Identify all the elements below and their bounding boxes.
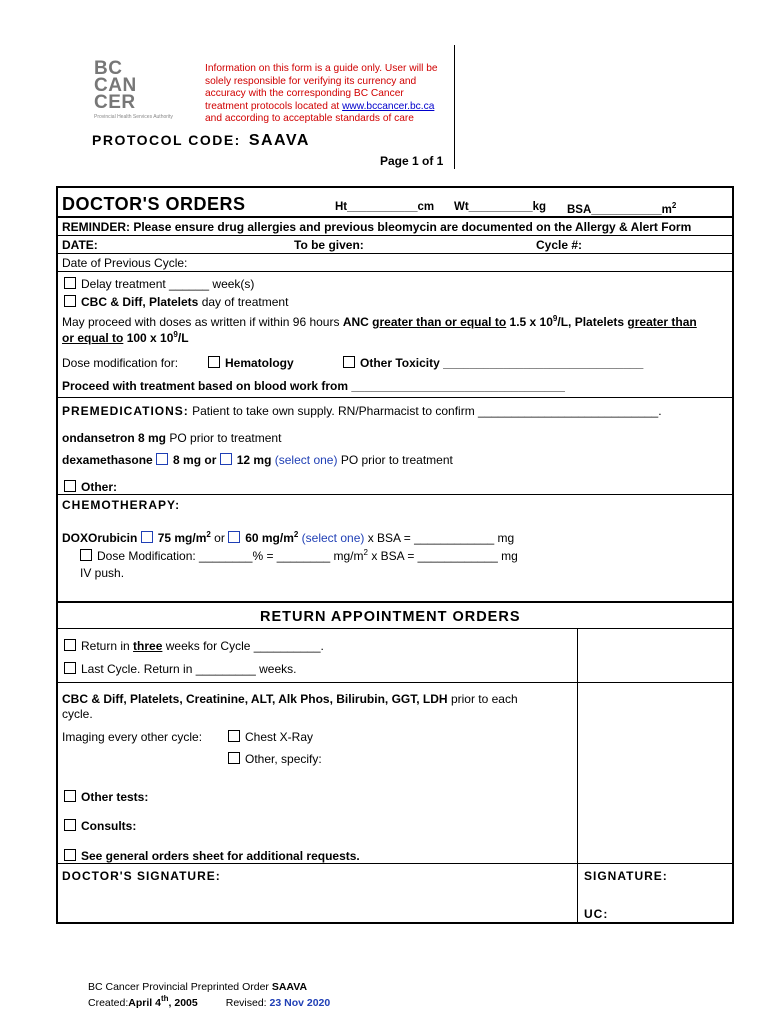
hematology-label: Hematology <box>225 356 294 370</box>
dose-75-label: 75 mg/m <box>157 531 207 545</box>
bccancer-link[interactable]: www.bccancer.bc.ca <box>342 100 435 112</box>
lab-tests-timing: prior to each <box>450 692 518 706</box>
imaging-other-option[interactable] <box>228 752 322 766</box>
protocol-code-value: SAAVA <box>248 132 310 149</box>
other-toxicity-option[interactable] <box>343 356 643 370</box>
logo-line-1: BC <box>94 58 123 79</box>
proceed-criteria-line-2 <box>62 330 189 345</box>
cbc-suffix: day of treatment <box>201 295 289 309</box>
exponent: 9 <box>173 330 178 339</box>
protocol-code-label: PROTOCOL CODE: <box>92 132 241 148</box>
exponent: 9 <box>552 314 558 323</box>
divider <box>56 253 734 254</box>
proceed-text: May proceed with doses as written if within 96 hours <box>62 315 340 329</box>
dex-8mg-label: 8 mg or <box>173 453 217 467</box>
dexamethasone-line <box>62 453 453 467</box>
bsa-unit-sup: 2 <box>671 201 677 210</box>
platelet-threshold: 100 x 10 <box>126 331 174 345</box>
dexamethasone-label: dexamethasone <box>62 453 153 467</box>
gt-label: greater than <box>627 315 697 329</box>
footer-line-2 <box>88 994 330 1009</box>
last-cycle-option[interactable] <box>64 662 296 676</box>
premed-other-option[interactable] <box>64 480 117 494</box>
divider <box>56 271 734 272</box>
logo-tagline: Provincial Health Services Authority <box>94 114 173 120</box>
dex-8mg-checkbox[interactable] <box>156 453 168 465</box>
proceed-bloodwork-field[interactable]: Proceed with treatment based on blood work from ________________________________ <box>62 379 565 393</box>
dose-60-label: 60 mg/m <box>245 531 294 545</box>
dexamethasone-route: PO prior to treatment <box>340 453 453 467</box>
premed-other-label: Other: <box>81 480 117 494</box>
ondansetron-dose: ondansetron 8 mg <box>62 431 167 445</box>
created-date-sup: th <box>160 994 169 1003</box>
logo-line-2: CAN <box>94 75 137 96</box>
gte-label: greater than or equal to <box>372 315 507 329</box>
premed-other-checkbox[interactable] <box>64 480 76 492</box>
or-label: or <box>214 531 225 545</box>
or-equal-label: or equal to <box>62 331 124 345</box>
last-cycle-checkbox[interactable] <box>64 662 76 674</box>
signature-label[interactable]: SIGNATURE: <box>584 869 668 883</box>
general-orders-checkbox[interactable] <box>64 849 76 861</box>
consults-checkbox[interactable] <box>64 819 76 831</box>
previous-cycle-date[interactable]: Date of Previous Cycle: <box>62 256 188 270</box>
doxorubicin-label: DOXOrubicin <box>62 531 138 545</box>
dose-modification-label: Dose Modification: ________% = ________ mg/m <box>97 549 364 563</box>
premedications-text[interactable]: Patient to take own supply. RN/Pharmacist to confirm ___________________________. <box>192 404 662 418</box>
disclaimer-text <box>205 63 445 126</box>
delay-treatment-option[interactable] <box>64 277 254 291</box>
bsa-label: BSA___________m <box>567 204 672 216</box>
other-tests-option[interactable] <box>64 790 148 804</box>
dose-60-checkbox[interactable] <box>228 531 240 543</box>
height-field[interactable]: Ht___________cm <box>335 201 435 213</box>
divider <box>56 397 734 398</box>
three-weeks-label: three <box>133 639 163 653</box>
delay-label: Delay treatment ______ week(s) <box>81 277 255 291</box>
lab-tests: CBC & Diff, Platelets, Creatinine, ALT, Alk Phos, Bilirubin, GGT, LDH <box>62 692 448 706</box>
divider <box>56 216 734 218</box>
created-date: April 4 <box>128 997 161 1009</box>
ondansetron-line <box>62 431 281 445</box>
divider <box>56 494 734 495</box>
revised-label: Revised: <box>225 997 267 1009</box>
footer-title: BC Cancer Provincial Preprinted Order <box>88 981 269 993</box>
hematology-option[interactable] <box>208 356 294 370</box>
other-toxicity-checkbox[interactable] <box>343 356 355 368</box>
uc-label[interactable]: UC: <box>584 907 609 921</box>
doxorubicin-line: DOXOrubicin 75 $mg/m^2$ or 60 $mg/m^2$ (select one) x BSA = ____________ mg <box>62 530 515 545</box>
protocol-code <box>92 132 310 150</box>
cbc-option[interactable] <box>64 295 288 309</box>
disclaimer-line: and according to acceptable standards of care <box>205 113 414 125</box>
created-label: Created: <box>88 997 129 1009</box>
platelets-label: /L, Platelets <box>557 315 625 329</box>
delay-checkbox[interactable] <box>64 277 76 289</box>
imaging-label: Imaging every other cycle: <box>62 730 203 744</box>
imaging-other-label: Other, specify: <box>245 752 322 766</box>
disclaimer-line: solely responsible for verifying its currency and <box>205 75 417 87</box>
date-field[interactable]: DATE: <box>62 238 98 252</box>
general-orders-label: See general orders sheet for additional requests. <box>81 849 360 863</box>
chest-xray-label: Chest X-Ray <box>245 730 314 744</box>
allergy-reminder: REMINDER: Please ensure drug allergies and previous bleomycin are documented on the Allergy & Alert Form <box>62 220 692 234</box>
anc-threshold: 1.5 x 10 <box>509 315 553 329</box>
other-tests-checkbox[interactable] <box>64 790 76 802</box>
general-orders-option[interactable] <box>64 849 360 863</box>
disclaimer-text-part: treatment protocols located at <box>205 100 340 112</box>
to-be-given-field[interactable]: To be given: <box>294 238 364 252</box>
premedications-title: PREMEDICATIONS: <box>62 404 189 418</box>
anc-label: ANC <box>342 315 369 329</box>
divider <box>56 601 734 603</box>
return-cycle-field: weeks for Cycle __________. <box>165 639 324 653</box>
chest-xray-checkbox[interactable] <box>228 730 240 742</box>
dex-12mg-label: 12 mg <box>236 453 272 467</box>
disclaimer-line <box>205 101 445 114</box>
divider <box>56 863 734 864</box>
premedications-line <box>62 404 662 418</box>
ondansetron-route: PO prior to treatment <box>169 431 282 445</box>
divider <box>56 628 734 629</box>
bsa-dose-field[interactable]: x BSA = ____________ mg <box>367 531 515 545</box>
return-in-checkbox[interactable] <box>64 639 76 651</box>
last-cycle-label: Last Cycle. Return in _________ weeks. <box>81 662 297 676</box>
created-year: , 2005 <box>168 997 198 1009</box>
consults-label: Consults: <box>81 819 137 833</box>
lab-orders-line-2: cycle. <box>62 707 93 721</box>
chemotherapy-title: CHEMOTHERAPY: <box>62 498 181 512</box>
header-divider <box>454 45 455 169</box>
cycle-number-field[interactable]: Cycle #: <box>536 238 583 252</box>
dose-modification-label: Dose modification for: <box>62 356 179 370</box>
other-tests-label: Other tests: <box>81 790 149 804</box>
chemo-dose-modification[interactable]: Dose Modification: ________% = ________ $mg/m^2$ x BSA = ____________ mg <box>80 548 518 563</box>
return-in-option[interactable] <box>64 639 324 653</box>
doctors-orders-title: DOCTOR'S ORDERS <box>62 194 246 214</box>
logo-line-3: CER <box>94 92 136 113</box>
page-number: Page 1 of 1 <box>380 154 444 168</box>
select-one-note: (select one) <box>274 453 338 467</box>
return-appointment-title: RETURN APPOINTMENT ORDERS <box>260 609 521 625</box>
weight-field[interactable]: Wt__________kg <box>454 201 547 213</box>
hematology-checkbox[interactable] <box>208 356 220 368</box>
divider <box>56 235 734 236</box>
iv-push-label: IV push. <box>80 566 125 580</box>
cbc-checkbox[interactable] <box>64 295 76 307</box>
revised-date: 23 Nov 2020 <box>269 997 331 1009</box>
select-one-note: (select one) <box>301 531 365 545</box>
dose-modification-bsa: x BSA = ____________ mg <box>371 549 518 563</box>
dose-modification-checkbox[interactable] <box>80 549 92 561</box>
return-in-label: Return in <box>81 639 130 653</box>
footer-code: SAAVA <box>271 981 308 993</box>
cbc-label: CBC & Diff, Platelets <box>81 295 199 309</box>
proceed-criteria-line-1 <box>62 314 697 329</box>
chest-xray-option[interactable] <box>228 730 313 744</box>
consults-option[interactable] <box>64 819 136 833</box>
other-toxicity-label: Other Toxicity ______________________________ <box>360 356 644 370</box>
lab-orders-line <box>62 692 518 706</box>
disclaimer-line: accuracy with the corresponding BC Cancer <box>205 88 404 100</box>
divider <box>56 682 734 683</box>
column-divider <box>577 628 578 924</box>
unit: /L <box>177 331 189 345</box>
bsa-field[interactable] <box>567 201 676 216</box>
dose-75-checkbox[interactable] <box>141 531 153 543</box>
bc-cancer-logo <box>94 60 204 130</box>
imaging-other-checkbox[interactable] <box>228 752 240 764</box>
footer-line-1 <box>88 981 307 993</box>
dex-12mg-checkbox[interactable] <box>220 453 232 465</box>
doctors-signature-label[interactable]: DOCTOR'S SIGNATURE: <box>62 869 221 883</box>
disclaimer-line: Information on this form is a guide only. User will be <box>205 63 438 74</box>
